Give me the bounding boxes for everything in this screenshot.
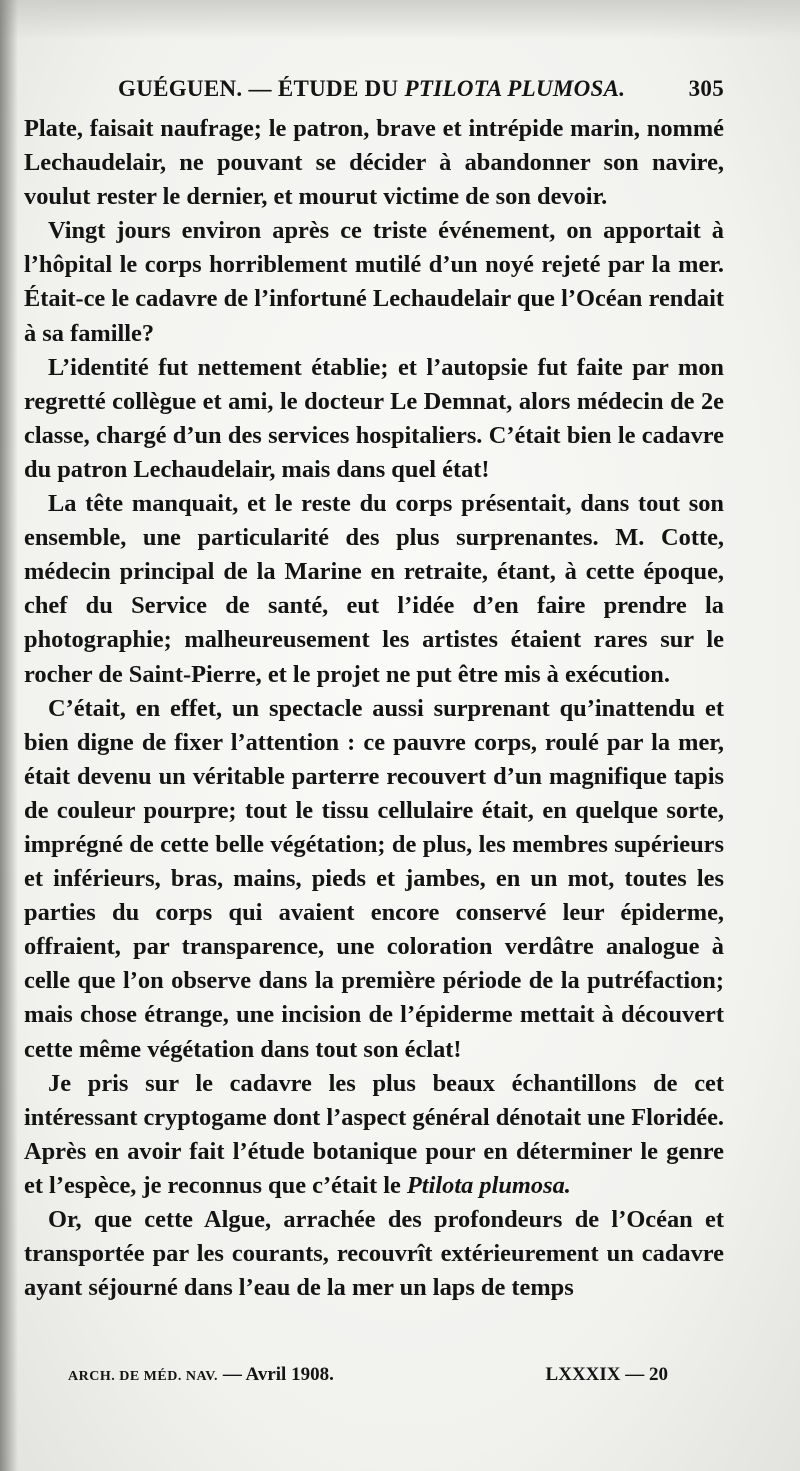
running-title	[118, 76, 625, 102]
paragraph: Vingt jours environ après ce triste événement, on apportait à l’hôpital le corps horriblement mutilé d’un noyé rejeté par la mer. Était-ce le cadavre de l’infortuné Lechaudelair que l’Océan rendait à sa famille?	[24, 217, 724, 347]
paragraph-species	[24, 1067, 724, 1203]
footer-citation	[68, 1364, 334, 1386]
paragraph: Plate, faisait naufrage; le patron, brave et intrépide marin, nommé Lechaudelair, ne pouvant se décider à abandonner son navire, voulut rester le dernier, et mourut victime de son devoir.	[24, 115, 724, 211]
issue-date: — Avril 1908.	[218, 1364, 334, 1385]
page-footer	[68, 1364, 668, 1394]
page-top-shadow	[0, 0, 800, 40]
volume-signature: LXXXIX — 20	[545, 1364, 668, 1385]
title-plain: ÉTUDE DU	[277, 76, 405, 101]
paragraph: Or, que cette Algue, arrachée des profondeurs de l’Océan et transportée par les courants, recouvrît extérieurement un cadavre ayant séjourné dans l’eau de la mer un laps de temps	[24, 1206, 724, 1302]
running-head	[118, 74, 724, 110]
journal-abbrev: ARCH. DE MÉD. NAV.	[68, 1369, 219, 1384]
page-binding-shadow	[0, 0, 18, 1471]
paragraph-text: Je pris sur le cadavre les plus beaux échantillons de cet intéressant cryptogame dont l’aspect général dénotait une Floridée. Après en avoir fait l’étude botanique pour en déterminer le genre et l’espèce, je reconnus que c’était le	[24, 1069, 725, 1199]
author-name: GUÉGUEN.	[118, 76, 243, 101]
title-italic: PTILOTA PLUMOSA.	[404, 76, 626, 101]
title-dash: —	[242, 76, 278, 101]
page-number: 305	[688, 76, 724, 101]
paragraph: C’était, en effet, un spectacle aussi surprenant qu’inattendu et bien digne de fixer l’attention : ce pauvre corps, roulé par la mer, était devenu un véritable parterre recouvert d’un magnifique tapis de couleur pourpre; tout le tissu cellulaire était, en quelque sorte, imprégné de cette belle végétation; de plus, les membres supérieurs et inférieurs, bras, mains, pieds et jambes, en un mot, toutes les parties du corps qui avaient encore conservé leur épiderme, offraient, par transparence, une coloration verdâtre analogue à celle que l’on observe dans la première période de la putréfaction; mais chose étrange, une incision de l’épiderme mettait à découvert cette même végétation dans tout son éclat!	[24, 694, 724, 1063]
paragraph: La tête manquait, et le reste du corps présentait, dans tout son ensemble, une particularité des plus surprenantes. M. Cotte, médecin principal de la Marine en retraite, étant, à cette époque, chef du Service de santé, eut l’idée d’en faire prendre la photographie; malheureusement les artistes étaient rares sur le rocher de Saint-Pierre, et le projet ne put être mis à exécution.	[24, 490, 724, 688]
species-name: Ptilota plumosa.	[406, 1171, 571, 1199]
body-text	[24, 112, 724, 1305]
paragraph: L’identité fut nettement établie; et l’autopsie fut faite par mon regretté collègue et ami, le docteur Le Demnat, alors médecin de 2e classe, chargé d’un des services hospitaliers. C’était bien le cadavre du patron Lechaudelair, mais dans quel état!	[24, 353, 724, 483]
